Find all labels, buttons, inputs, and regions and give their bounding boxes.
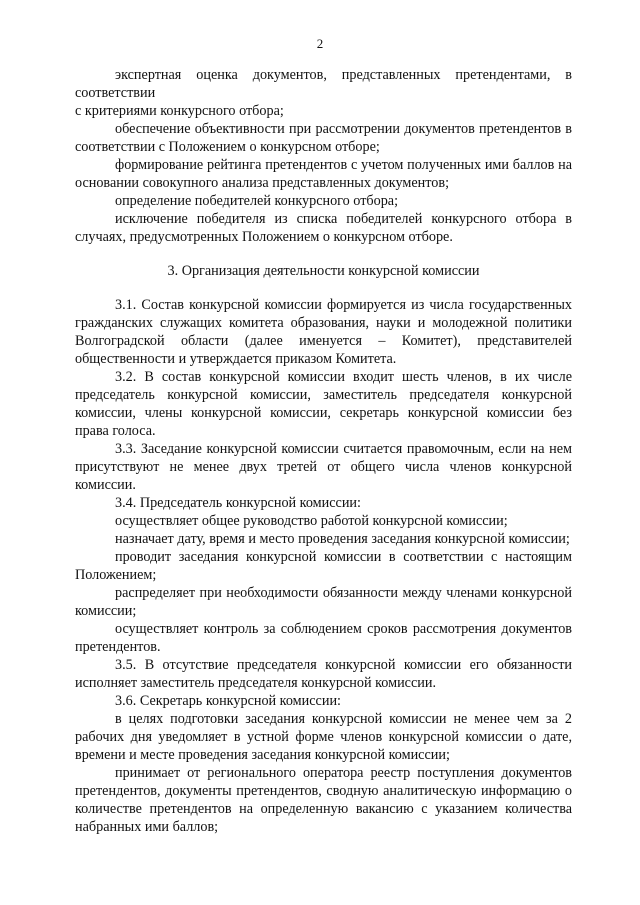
paragraphs-before-section xyxy=(75,66,572,246)
paragraphs-after-section xyxy=(75,296,572,836)
paragraph: проводит заседания конкурсной комиссии в соответствии с настоящим Положением; xyxy=(75,549,572,583)
paragraph: распределяет при необходимости обязанности между членами конкурсной комиссии; xyxy=(75,585,572,619)
paragraph: 3.2. В состав конкурсной комиссии входит шесть членов, в их числе председатель конкурсной комиссии, заместитель председателя конкурсной комиссии, члены конкурсной комиссии, секретарь конкурсной комиссии без права голоса. xyxy=(75,369,572,439)
section-heading: 3. Организация деятельности конкурсной комиссии xyxy=(167,263,480,279)
paragraph: экспертная оценка документов, представленных претендентами, в соответствии xyxy=(75,67,572,101)
paragraph: назначает дату, время и место проведения заседания конкурсной комиссии; xyxy=(115,531,570,547)
paragraph: 3.4. Председатель конкурсной комиссии: xyxy=(115,495,361,511)
paragraph: 3.1. Состав конкурсной комиссии формируется из числа государственных гражданских служащих комитета образования, науки и молодежной политики Волгоградской области (далее именуется – Комитет), представителей общественности и утверждается приказом Комитета. xyxy=(75,297,572,367)
paragraph: принимает от регионального оператора реестр поступления документов претендентов, документы претендентов, сводную аналитическую информацию о количестве претендентов на определенную вакансию с указанием количества набранных ими баллов; xyxy=(75,765,572,835)
paragraph: осуществляет общее руководство работой конкурсной комиссии; xyxy=(115,513,508,529)
page-number: 2 xyxy=(316,36,324,51)
paragraph: осуществляет контроль за соблюдением сроков рассмотрения документов претендентов. xyxy=(75,621,572,655)
paragraph: определение победителей конкурсного отбора; xyxy=(115,193,399,209)
document-body xyxy=(75,66,572,836)
paragraph: 3.3. Заседание конкурсной комиссии считается правомочным, если на нем присутствуют не менее двух третей от общего числа членов конкурсной комиссии. xyxy=(75,441,572,493)
paragraph: 3.5. В отсутствие председателя конкурсной комиссии его обязанности исполняет заместитель председателя конкурсной комиссии. xyxy=(75,657,572,691)
paragraph: обеспечение объективности при рассмотрении документов претендентов в соответствии с Положением о конкурсном отборе; xyxy=(75,121,572,155)
paragraph: в целях подготовки заседания конкурсной комиссии не менее чем за 2 рабочих дня уведомляет в устной форме членов конкурсной комиссии о дате, времени и месте проведения заседания конкурсной комиссии; xyxy=(75,711,572,763)
paragraph: формирование рейтинга претендентов с учетом полученных ими баллов на основании совокупного анализа представленных документов; xyxy=(75,157,572,191)
paragraph: исключение победителя из списка победителей конкурсного отбора в случаях, предусмотренных Положением о конкурсном отборе. xyxy=(75,211,572,245)
paragraph: с критериями конкурсного отбора; xyxy=(75,103,284,119)
paragraph: 3.6. Секретарь конкурсной комиссии: xyxy=(115,693,341,709)
